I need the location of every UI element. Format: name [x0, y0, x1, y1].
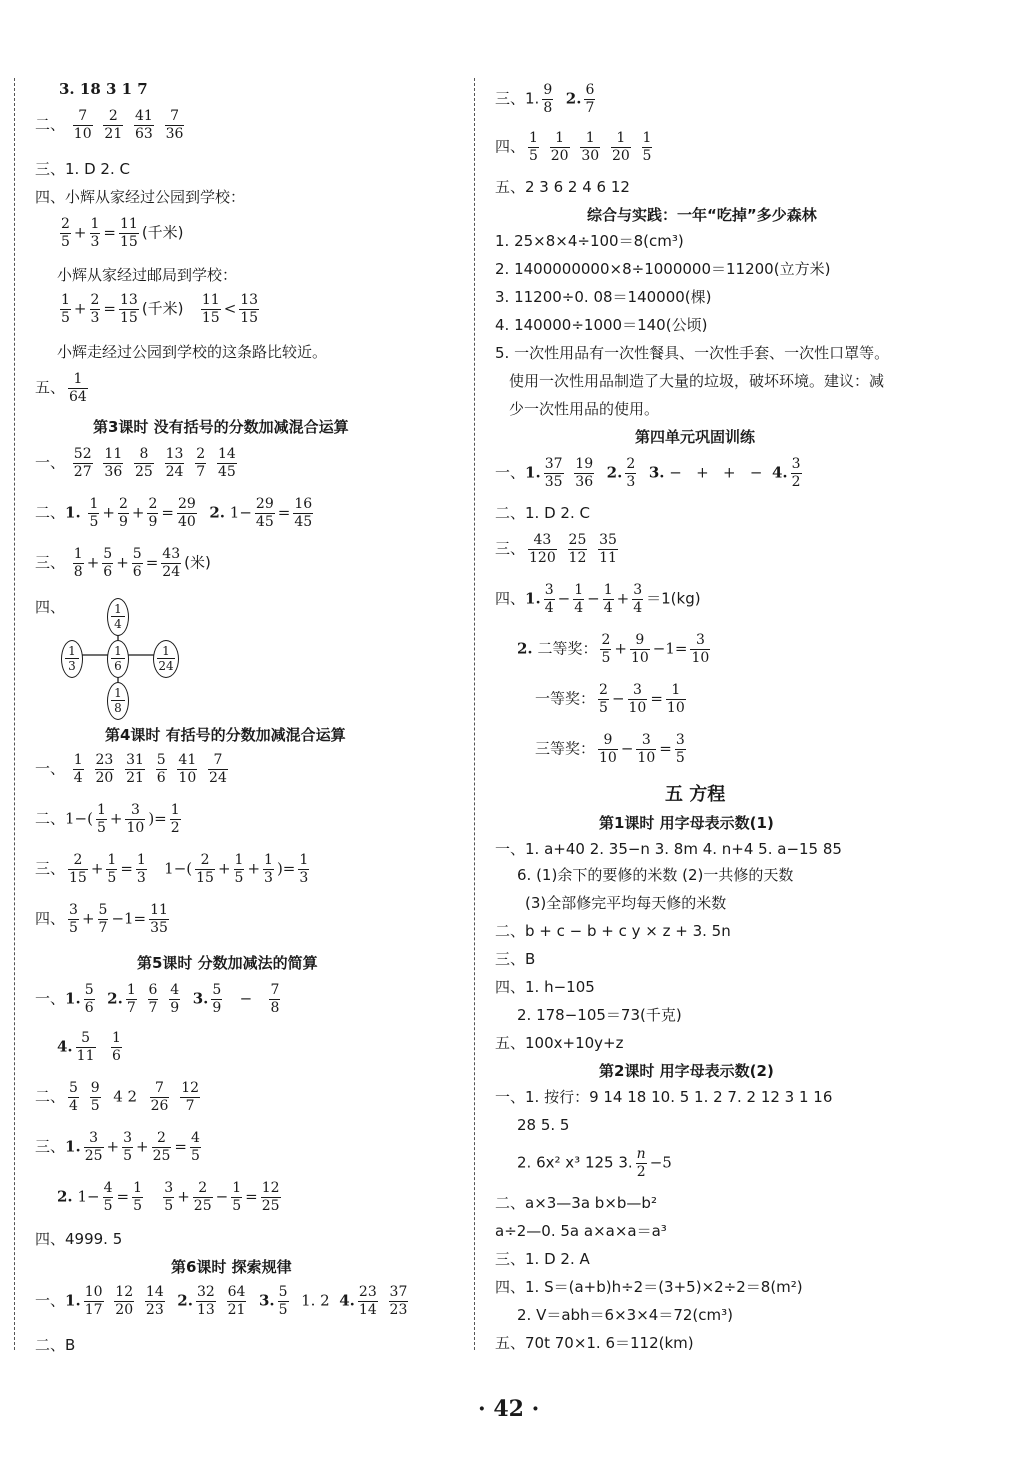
answer-line: 3. 18 3 1 7: [59, 80, 148, 98]
fraction: $\frac{7}{36}$: [165, 108, 184, 142]
answer-line: 4. 140000÷1000＝140(公顷): [495, 316, 708, 334]
chapter-heading: 五 方程: [665, 784, 726, 805]
answer-line: 二、b + c − b + c y × z + 3. 5n: [495, 922, 731, 940]
answer-line: 四、1. S＝(a+b)h÷2＝(3+5)×2÷2＝8(m²): [495, 1278, 803, 1296]
answer-line: 一、1. 按行：9 14 18 10. 5 1. 2 7. 2 12 3 1 16: [495, 1088, 833, 1106]
page-number: · 42 ·: [478, 1396, 540, 1422]
equation: 2. 1− $\frac{4}{5}$ = $\frac{1}{5}$ $\frac{3}{5}$ + $\frac{2}{25}$ − $\frac{1}{5}$ = $\frac{12}{25}$: [57, 1180, 280, 1214]
answer-line: 三、B: [495, 950, 536, 968]
answer-line: 二、B: [35, 1336, 76, 1354]
section-heading: 第5课时 分数加减法的简算: [137, 954, 318, 972]
answer-line: 少一次性用品的使用。: [509, 400, 660, 418]
fraction: $\frac{7}{10}$: [73, 108, 92, 142]
answer-line: 一、1. $\frac{37}{35}$ $\frac{19}{36}$ 2. $\frac{2}{3}$ 3. − + + − 4. $\frac{3}{2}$: [495, 456, 801, 490]
equation: 三等奖： $\frac{9}{10}$ − $\frac{3}{10}$ = $\frac{3}{5}$: [535, 732, 685, 766]
answer-line: 四、: [35, 598, 66, 616]
answer-line: 6. (1)余下的要修的米数 (2)一共修的天数: [517, 866, 794, 884]
answer-line: 五、70t 70×1. 6＝112(km): [495, 1334, 694, 1352]
answer-line: 2. 6x² x³ 125 3. $\frac{n}{2}$ −5: [517, 1146, 672, 1180]
answer-line: 一、 $\frac{52}{27}$ $\frac{11}{36}$ $\frac{8}{25}$ $\frac{13}{24}$ $\frac{2}{7}$ $\frac{14}{45}$: [35, 446, 236, 480]
answer-line: 五、 $\frac{1}{64}$: [35, 371, 87, 405]
left-margin-rule: [14, 78, 15, 1350]
fraction: $\frac{41}{63}$: [135, 108, 153, 142]
equation: 2. 二等奖： $\frac{2}{5}$ + $\frac{9}{10}$ −1= $\frac{3}{10}$: [517, 632, 710, 666]
answer-line: 一、1. $\frac{10}{17}$ $\frac{12}{20}$ $\frac{14}{23}$ 2. $\frac{32}{13}$ $\frac{64}{21}$ 3. $\frac{5}{5}$ 1. 2 4. $\frac{23}{14}$ $\frac{37}{23}$: [35, 1284, 408, 1318]
answer-line: 1. 25×8×4÷100＝8(cm³): [495, 232, 684, 250]
answer-line: 二、 $\frac{7}{10}$ $\frac{2}{21}$ $\frac{41}{63}$ $\frac{7}{36}$: [35, 108, 184, 142]
equation: 一等奖： $\frac{2}{5}$ − $\frac{3}{10}$ = $\frac{1}{10}$: [535, 682, 685, 716]
answer-line: 一、 $\frac{1}{4}$ $\frac{23}{20}$ $\frac{31}{21}$ $\frac{5}{6}$ $\frac{41}{10}$ $\frac{7}{24}$: [35, 752, 227, 786]
answer-line: 三、1. D 2. A: [495, 1250, 590, 1268]
circle-bottom: $\frac{1}{8}$: [107, 682, 129, 720]
answer-line: 一、1. $\frac{5}{6}$ 2. $\frac{1}{7}$ $\frac{6}{7}$ $\frac{4}{9}$ 3. $\frac{5}{9}$ − $\frac{7}{8}$: [35, 982, 280, 1016]
answer-line: 五、100x+10y+z: [495, 1034, 624, 1052]
answer-line: a÷2—0. 5a a×a×a＝a³: [495, 1222, 667, 1240]
section-heading: 第四单元巩固训练: [635, 428, 756, 446]
answer-line: 2. 1400000000×8÷1000000＝11200(立方米): [495, 260, 831, 278]
answer-line: 28 5. 5: [517, 1116, 570, 1134]
equation: 二、1−( $\frac{1}{5}$ + $\frac{3}{10}$ )= $\frac{1}{2}$: [35, 802, 180, 836]
answer-line: 使用一次性用品制造了大量的垃圾，破坏环境。建议：减: [509, 372, 885, 390]
answer-line: 四、小辉从家经过公园到学校：: [35, 188, 246, 206]
fraction: $\frac{2}{21}$: [104, 108, 123, 142]
equation: 二、1. $\frac{1}{5}$ + $\frac{2}{9}$ + $\frac{2}{9}$ = $\frac{29}{40}$ 2. 1− $\frac{29}{45}$ = $\frac{16}{45}$: [35, 496, 313, 530]
answer-line: 小辉从家经过邮局到学校：: [57, 266, 238, 284]
circle-center: $\frac{1}{6}$: [107, 640, 129, 678]
answer-line: 四、4999. 5: [35, 1230, 123, 1248]
answer-line: 2. 178−105＝73(千克): [517, 1006, 682, 1024]
section-heading: 第2课时 用字母表示数(2): [599, 1062, 774, 1080]
equation: $\frac{1}{5}$ + $\frac{2}{3}$ = $\frac{13}{15}$ (千米) $\frac{11}{15}$ < $\frac{13}{15}$: [61, 292, 259, 326]
answer-line: 三、1. D 2. C: [35, 160, 130, 178]
section-heading: 第1课时 用字母表示数(1): [599, 814, 774, 832]
answer-line: 2. V＝abh＝6×3×4＝72(cm³): [517, 1306, 733, 1324]
answer-line: (3)全部修完平均每天修的米数: [525, 894, 727, 912]
circle-right: $\frac{1}{24}$: [153, 640, 179, 678]
column-divider: [474, 78, 475, 1350]
answer-line: 4. $\frac{5}{11}$ $\frac{1}{6}$: [57, 1030, 121, 1064]
answer-line: 小辉走经过公园到学校的这条路比较近。: [57, 343, 328, 361]
answer-line: 5. 一次性用品有一次性餐具、一次性手套、一次性口罩等。: [495, 344, 890, 362]
equation: 三、1. $\frac{3}{25}$ + $\frac{3}{5}$ + $\frac{2}{25}$ = $\frac{4}{5}$: [35, 1130, 200, 1164]
equation: 三、 $\frac{1}{8}$ + $\frac{5}{6}$ + $\frac{5}{6}$ = $\frac{43}{24}$ (米): [35, 546, 211, 580]
section-heading: 第6课时 探索规律: [171, 1258, 292, 1276]
answer-line: 三、 $\frac{43}{120}$ $\frac{25}{12}$ $\frac{35}{11}$: [495, 532, 617, 566]
section-heading: 第4课时 有括号的分数加减混合运算: [105, 726, 346, 744]
circle-top: $\frac{1}{4}$: [107, 598, 129, 636]
answer-line: 四、1. h−105: [495, 978, 595, 996]
answer-line: 3. 11200÷0. 08＝140000(棵): [495, 288, 712, 306]
answer-line: 一、1. a+40 2. 35−n 3. 8m 4. n+4 5. a−15 85: [495, 840, 842, 858]
circle-left: $\frac{1}{3}$: [61, 640, 83, 678]
equation: $\frac{2}{5}$ + $\frac{1}{3}$ = $\frac{11}{15}$ (千米): [61, 216, 184, 250]
answer-line: 四、 $\frac{1}{5}$ $\frac{1}{20}$ $\frac{1}{30}$ $\frac{1}{20}$ $\frac{1}{5}$: [495, 130, 652, 164]
answer-line: 二、a×3—3a b×b—b²: [495, 1194, 657, 1212]
answer-line: 三、1. $\frac{9}{8}$ 2. $\frac{6}{7}$: [495, 82, 595, 116]
answer-line: 五、2 3 6 2 4 6 12: [495, 178, 630, 196]
equation: 三、 $\frac{2}{15}$ + $\frac{1}{5}$ = $\frac{1}{3}$ 1−( $\frac{2}{15}$ + $\frac{1}{5}$ + $\frac{1}{3}$ )= $\frac{1}{3}$: [35, 852, 309, 886]
section-heading: 综合与实践：一年“吃掉”多少森林: [587, 206, 817, 224]
section-heading: 第3课时 没有括号的分数加减混合运算: [93, 418, 349, 436]
answer-line: 二、 $\frac{5}{4}$ $\frac{9}{5}$ 4 2 $\frac{7}{26}$ $\frac{12}{7}$: [35, 1080, 200, 1114]
answer-line: 二、1. D 2. C: [495, 504, 590, 522]
equation: 四、 $\frac{3}{5}$ + $\frac{5}{7}$ −1= $\frac{11}{35}$: [35, 902, 168, 936]
equation: 四、1. $\frac{3}{4}$ − $\frac{1}{4}$ − $\frac{1}{4}$ + $\frac{3}{4}$ ＝1(kg): [495, 582, 701, 616]
